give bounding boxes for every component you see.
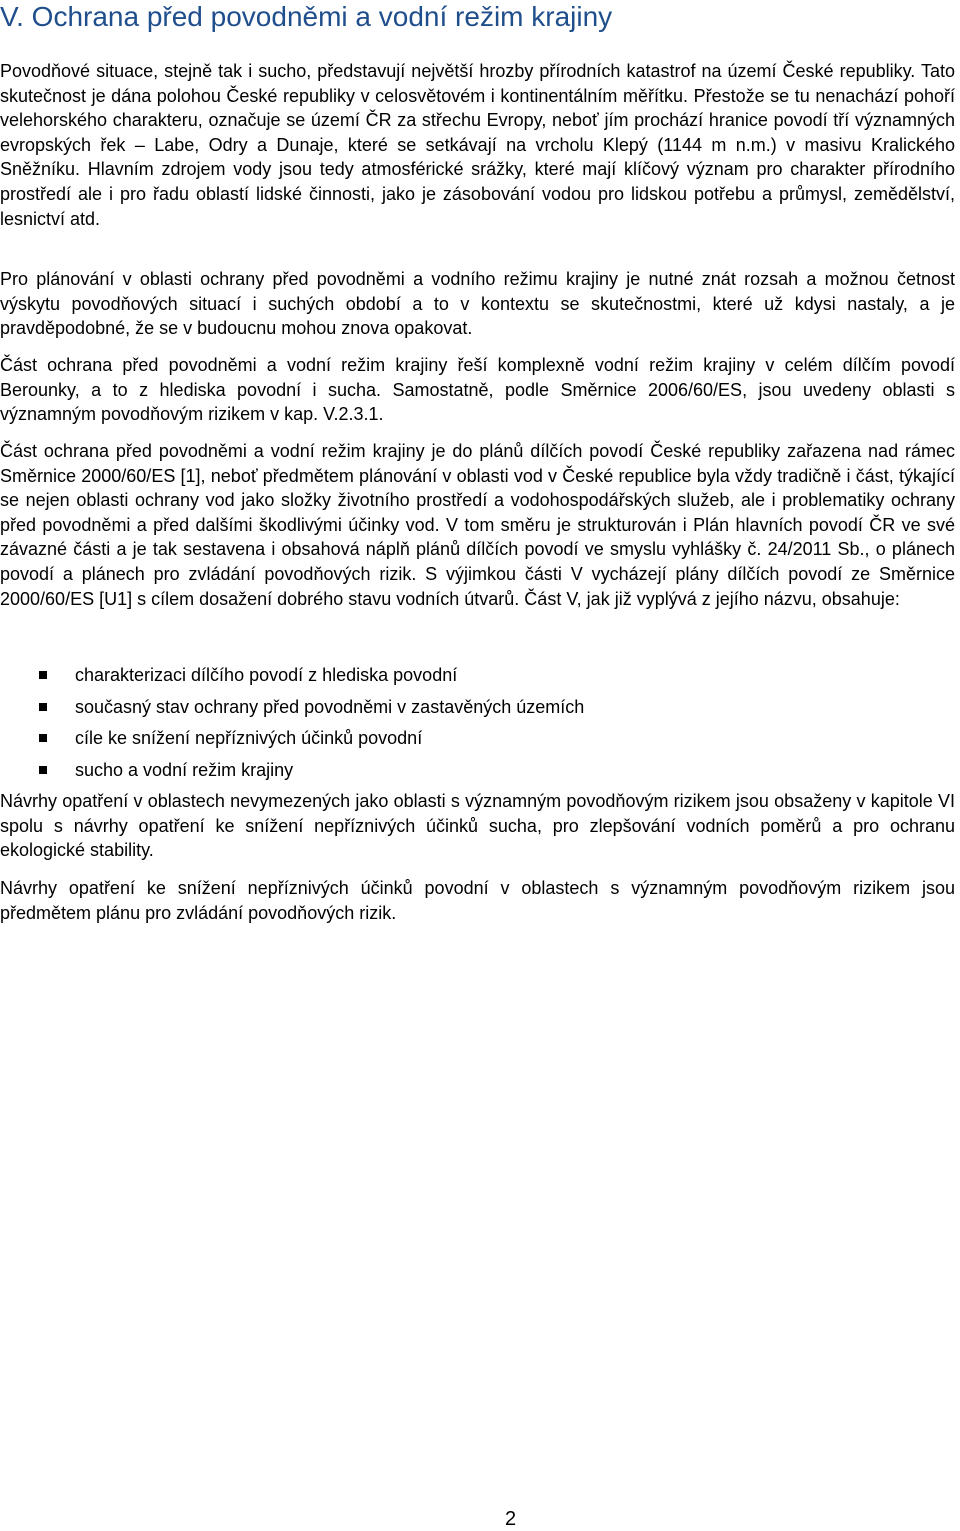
contents-list xyxy=(0,660,955,786)
paragraph-measures-outside: Návrhy opatření v oblastech nevymezených jako oblasti s významným povodňovým rizikem jsou obsaženy v kapitole VI spolu s návrhy opatření ke snížení nepříznivých účinků sucha, pro zlepšování vodních poměrů a pro ochranu ekologické stability. xyxy=(0,791,955,861)
page-number: 2 xyxy=(505,1508,517,1530)
paragraph-intro: Povodňové situace, stejně tak i sucho, představují největší hrozby přírodních katastrof na území České republiky. Tato skutečnost je dána polohou České republiky v celosvětovém i kontinentálním měřítku. Přestože se tu nenachází pohoří velehorského charakteru, označuje se území ČR za střechu Evropy, neboť jím prochází hranice povodí tří významných evropských řek – Labe, Odry a Dunaje, které se setkávají na vrcholu Klepý (1144 m n.m.) v masivu Kralického Sněžníku. Hlavním zdrojem vody jsou tedy atmosférické srážky, které mají klíčový význam pro charakter přírodního prostředí ale i pro řadu oblastí lidské činnosti, jako je zásobování vodou pro lidskou potřebu a průmysl, zemědělství, lesnictví atd. xyxy=(0,61,955,229)
paragraph-directive: Část ochrana před povodněmi a vodní režim krajiny je do plánů dílčích povodí České republiky zařazena nad rámec Směrnice 2000/60/ES [1], neboť předmětem plánování v oblasti vod v České republice byla vždy tradičně i část, týkající se nejen oblasti ochrany vod jako složky životního prostředí a vodohospodářských služeb, ale i problematiky ochrany před povodněmi a před dalšími škodlivými účinky vod. V tom směru je strukturován i Plán hlavních povodí ČR ve své závazné části a je tak sestavena i obsahová náplň plánů dílčích povodí ve smyslu vyhlášky č. 24/2011 Sb., o plánech povodí a plánech pro zvládání povodňových rizik. S výjimkou části V vycházejí plány dílčích povodí ze Směrnice 2000/60/ES [U1] s cílem dosažení dobrého stavu vodních útvarů. Část V, jak již vyplývá z jejího názvu, obsahuje: xyxy=(0,441,955,609)
section-heading: V. Ochrana před povodněmi a vodní režim krajiny xyxy=(0,1,613,32)
list-item-label: současný stav ochrany před povodněmi v zastavěných územích xyxy=(75,696,585,717)
square-bullet-icon xyxy=(39,734,47,742)
list-item-label: sucho a vodní režim krajiny xyxy=(75,759,294,780)
paragraph-scope: Část ochrana před povodněmi a vodní režim krajiny řeší komplexně vodní režim krajiny v celém dílčím povodí Berounky, a to z hlediska povodní i sucha. Samostatně, podle Směrnice 2006/60/ES, jsou uvedeny oblasti s významným povodňovým rizikem v kap. V.2.3.1. xyxy=(0,355,955,425)
paragraph-measures-risk-areas: Návrhy opatření ke snížení nepříznivých účinků povodní v oblastech s významným povodňovým rizikem jsou předmětem plánu pro zvládání povodňových rizik. xyxy=(0,878,955,923)
list-item-label: charakterizaci dílčího povodí z hlediska povodní xyxy=(75,665,458,685)
list-item xyxy=(0,692,955,724)
square-bullet-icon xyxy=(39,671,47,679)
list-item xyxy=(0,723,955,755)
square-bullet-icon xyxy=(39,766,47,774)
paragraph-planning: Pro plánování v oblasti ochrany před povodněmi a vodního režimu krajiny je nutné znát rozsah a možnou četnost výskytu povodňových situací i suchých období a to v kontextu se skutečnostmi, které už kdysi nastaly, a je pravděpodobné, že se v budoucnu mohou znova opakovat. xyxy=(0,269,955,339)
list-item xyxy=(0,660,955,692)
list-item xyxy=(0,755,955,787)
square-bullet-icon xyxy=(39,703,47,711)
list-item-label: cíle ke snížení nepříznivých účinků povodní xyxy=(75,728,423,748)
